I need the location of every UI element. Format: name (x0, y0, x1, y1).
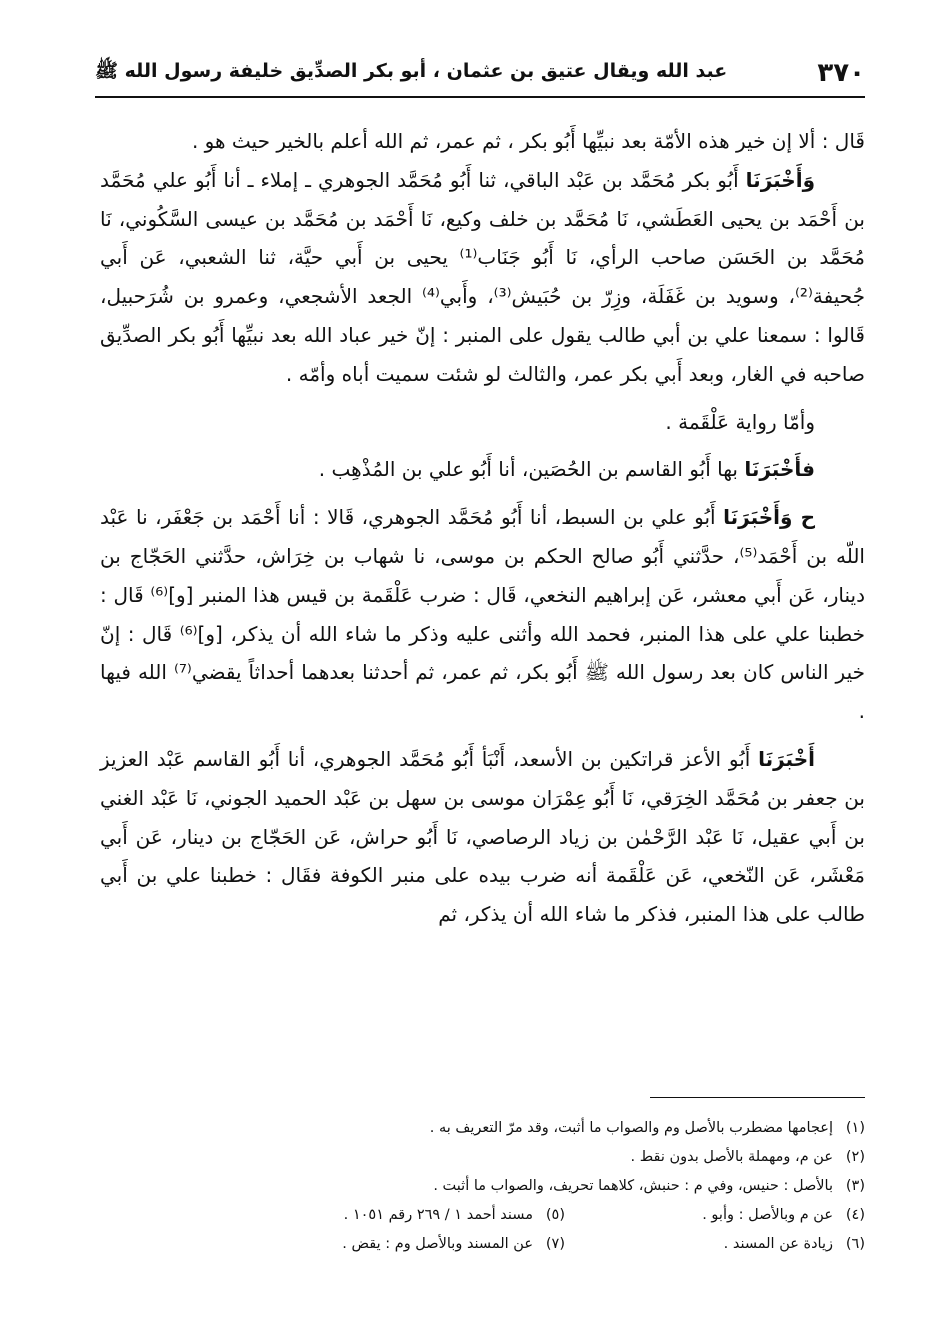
footnotes (100, 1114, 865, 1259)
footnote-7: (٧)عن المسند وبالأصل وم : يقض . (342, 1236, 565, 1252)
paragraph-4: فأَخْبَرَنَا بها أَبُو القاسم بن الحُصَين، أنا أَبُو علي بن المُذْهِب . (318, 457, 815, 482)
isnad-lead: فأَخْبَرَنَا (744, 457, 815, 482)
page-header (95, 55, 865, 91)
paragraph-6: أَخْبَرَنَا أَبُو الأعز قراتكين بن الأسعد، أَنْبَأ أَبُو مُحَمَّد الجوهري، أنا أَبُو القاسم عَبْد العزيز بن جعفر بن مُحَمَّد الخِرَقي، نَا أَبُو عِمْرَان موسى بن سهل بن عَبْد الحميد الجوني، نَا عَبْد الغني بن أَبي عقيل، نَا عَبْد الرَّحْمٰن بن زياد الرصاصي، نَا أَبُو حراش، عَن الحَجّاج بن دينار، عَن أَبي مَعْشَر، عَن النّخعي، عَن عَلْقَمة أنه ضرب بيده على منبر الكوفة فقَال : خطبنا علي بن أَبي طالب على هذا المنبر، فذكر ما شاء الله أن يذكر، ثم (100, 746, 865, 927)
footnote-6: (٦)زيادة عن المسند . (723, 1236, 865, 1252)
running-title: عبد الله ويقال عتيق بن عثمان ، أبو بكر الصدِّيق خليفة رسول الله ﷺ (95, 60, 728, 82)
footnote-3: (٣)بالأصل : حنيس، وفي م : حنبش، كلاهما تحريف، والصواب ما أثبت . (433, 1178, 865, 1194)
isnad-lead: ح وَأَخْبَرَنَا (723, 505, 815, 530)
paragraph-2: وَأَخْبَرَنَا أَبُو بكر مُحَمَّد بن عَبْد الباقي، ثنا أَبُو مُحَمَّد الجوهري ـ إملاء ـ أنا أَبُو علي مُحَمَّد بن أَحْمَد بن يحيى العَطَشي، نَا مُحَمَّد بن خلف وكيع، نَا أَحْمَد بن مُحَمَّد بن عيسى السَّكُوني، نَا مُحَمَّد بن الحَسَن صاحب الرأي، نَا أَبُو جَنَاب⁽¹⁾ يحيى بن أَبي حيَّة، ثنا الشعبي، عَن أَبي جُحيفة⁽²⁾، وسويد بن غَفَلَة، وزِرّ بن حُبَيش⁽³⁾، وأَبي⁽⁴⁾ الجعد الأشجعي، وعمرو بن شُرَحبيل، قَالوا : سمعنا علي بن أبي طالب يقول على المنبر : إنّ خير عباد الله بعد نبيِّها أَبُو بكر الصدِّيق صاحبه في الغار، وبعد أَبي بكر عمر، والثالث لو شئت سميت أباه وأمّه . (100, 167, 866, 386)
paragraph-3: وأمّا رواية عَلْقَمة . (665, 409, 815, 434)
main-text (100, 122, 865, 934)
header-rule (95, 96, 865, 98)
footnote-2: (٢)عن م، ومهملة بالأصل بدون نقط . (630, 1149, 865, 1165)
footnote-rule (650, 1097, 865, 1098)
footnote-1: (١)إعجامها مضطرب بالأصل وم والصواب ما أثبت، وقد مرّ التعريف به . (429, 1120, 865, 1136)
isnad-lead: وَأَخْبَرَنَا (745, 167, 815, 192)
paragraph-5: ح وَأَخْبَرَنَا أَبُو علي بن السبط، أنا أَبُو مُحَمَّد الجوهري، قَالا : أنا أَحْمَد بن جَعْفَر، نا عَبْد اللّه بن أَحْمَد⁽⁵⁾، حدَّثني أَبُو صالح الحكم بن موسى، نا شهاب بن خِرَاش، حدَّثني الحَجّاج بن دينار، عَن أَبي معشر، عَن إبراهيم النخعي، قَال : ضرب عَلْقَمة بن قيس هذا المنبر [و]⁽⁶⁾ قَال : خطبنا علي على هذا المنبر، فحمد الله وأثنى عليه وذكر ما شاء الله أن يذكر، [و]⁽⁶⁾ قَال : إنّ خير الناس كان بعد رسول الله ﷺ أَبُو بكر، ثم عمر، ثم أحدثنا بعدهما أحداثاً يقضي⁽⁷⁾ الله فيها . (100, 505, 865, 724)
paragraph-1: قَال : ألا إن خير هذه الأمّة بعد نبيِّها أَبُو بكر ، ثم عمر، ثم الله أعلم بالخير حيث هو . (191, 129, 865, 153)
footnote-row (100, 1230, 865, 1259)
footnote-4: (٤)عن م وبالأصل : وأبو . (702, 1207, 865, 1223)
footnote-row (100, 1201, 865, 1230)
page-number: ٣٧٠ (817, 58, 865, 88)
footnote-5: (٥)مسند أحمد ١ / ٢٦٩ رقم ١٠٥١ . (343, 1207, 565, 1223)
isnad-lead: أَخْبَرَنَا (758, 746, 815, 771)
